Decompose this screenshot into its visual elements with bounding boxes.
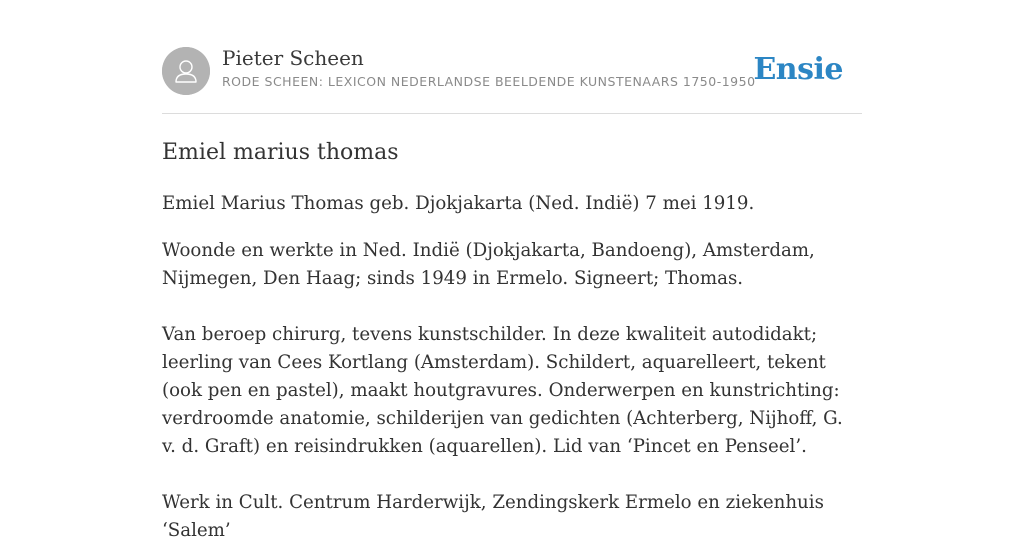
author-name[interactable]: Pieter Scheen bbox=[222, 46, 364, 70]
article-lead: Emiel Marius Thomas geb. Djokjakarta (Ned. Indië) 7 mei 1919. bbox=[162, 193, 755, 214]
user-avatar-icon[interactable] bbox=[162, 47, 210, 95]
article-header bbox=[162, 46, 862, 114]
ensie-logo-link[interactable]: Ensie bbox=[753, 52, 843, 87]
source-title: RODE SCHEEN: LEXICON NEDERLANDSE BEELDENDE KUNSTENAARS 1750-1950 bbox=[222, 74, 756, 89]
article-container bbox=[162, 46, 862, 545]
article-body: Woonde en werkte in Ned. Indië (Djokjakarta, Bandoeng), Amsterdam, Nijmegen, Den Haag; sinds 1949 in Ermelo. Signeert; Thomas. Van beroep chirurg, tevens kunstschilder. In deze kwaliteit autodidakt; leerling van Cees Kortlang (Amsterdam). Schildert, aquarelleert, tekent (ook pen en pastel), maakt houtgravures. Onderwerpen en kunstrichting: verdroomde anatomie, schilderijen van gedichten (Achterberg, Nijhoff, G. v. d. Graft) en reisindrukken (aquarellen). Lid van ‘Pincet en Penseel’. Werk in Cult. Centrum Harderwijk, Zendingskerk Ermelo en ziekenhuis ‘Salem’ bbox=[162, 240, 843, 541]
article-title: Emiel marius thomas bbox=[162, 140, 399, 165]
